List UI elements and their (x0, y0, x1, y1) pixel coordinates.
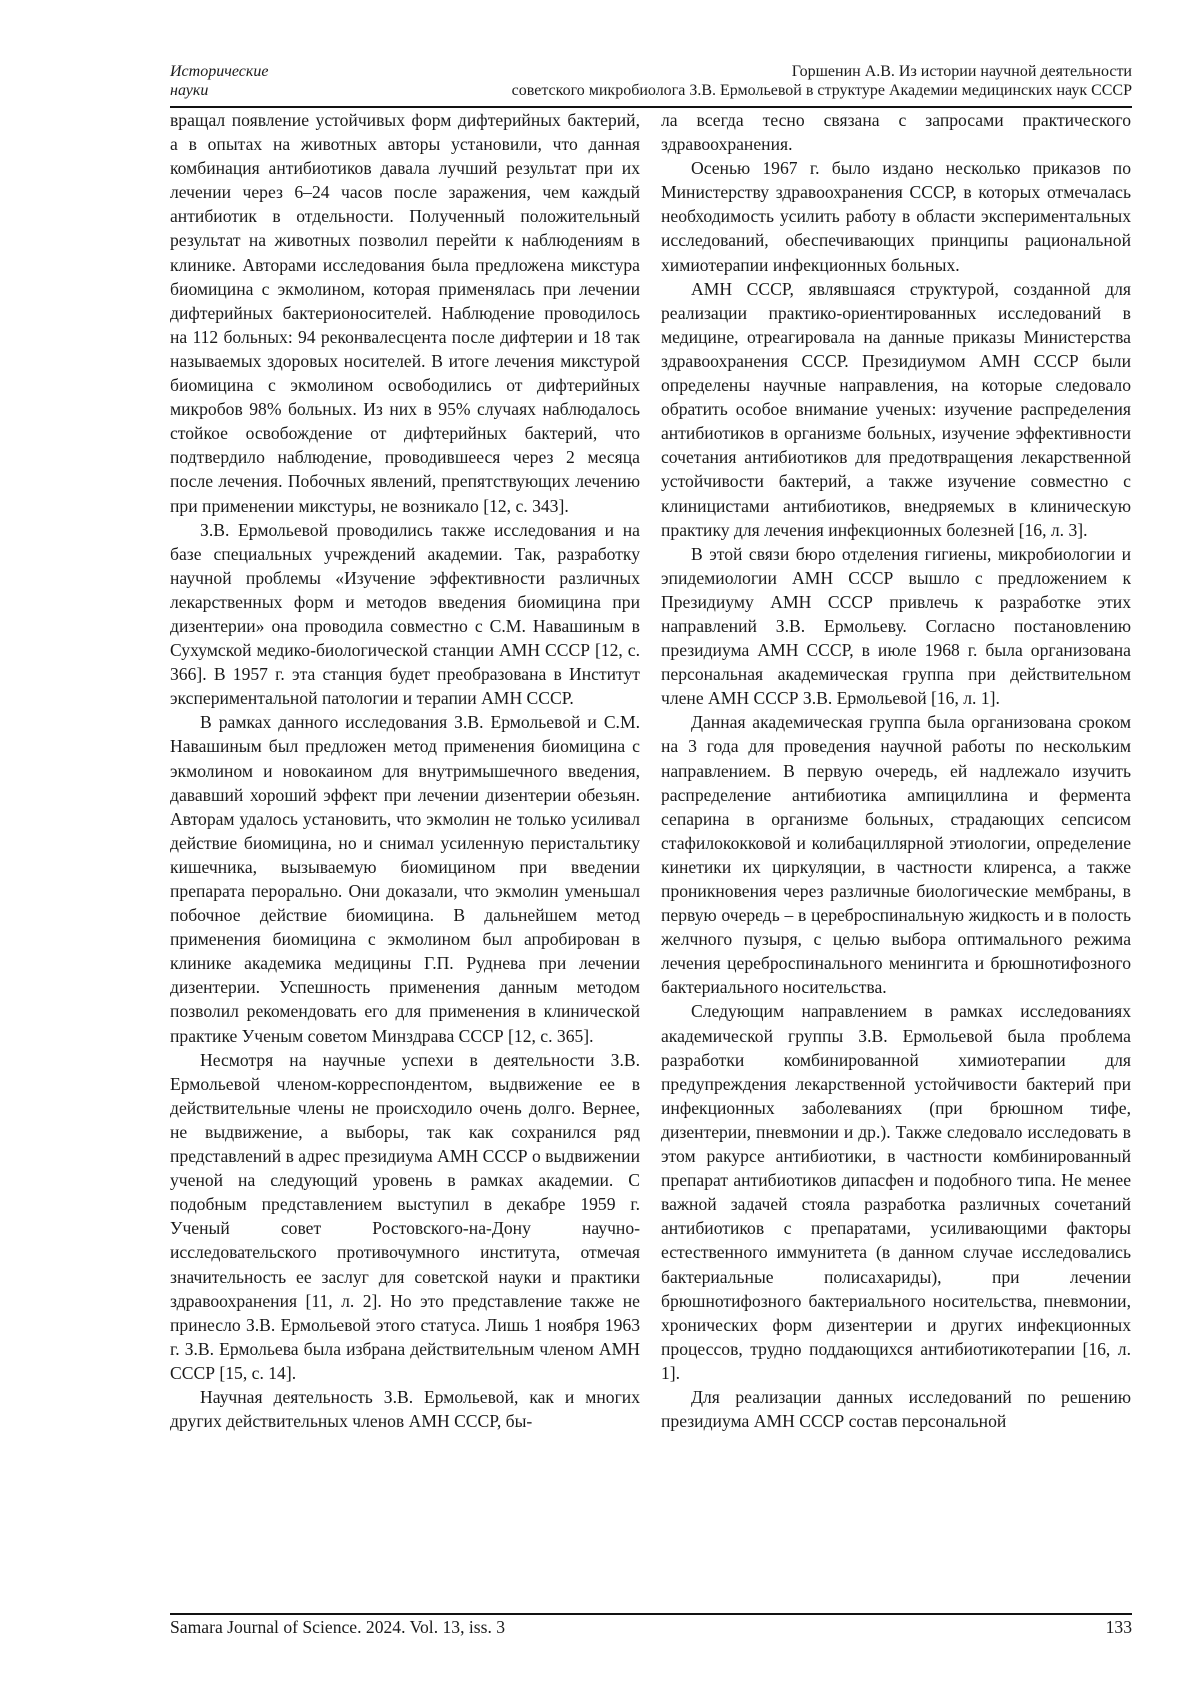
paragraph: вращал появление устойчивых форм дифтерийных бактерий, а в опытах на животных авторы установили, что данная комбинация антибиотиков давала лучший результат при их лечении через 6–24 часов после заражения, чем каждый антибиотик в отдельности. Полученный положительный результат на животных позволил перейти к наблюдениям в клинике. Авторами исследования была предложена микстура биомицина с экмолином, которая применялась при лечении дифтерийных бактерионосителей. Наблюдение проводилось на 112 больных: 94 реконвалесцента после дифтерии и 18 так называемых здоровых носителей. В итоге лечения микстурой биомицина с экмолином освободились от дифтерийных микробов 98% больных. Из них в 95% случаях наблюдалось стойкое освобождение от дифтерийных бактерий, что подтвердило наблюдение, проводившееся через 2 месяца после лечения. Побочных явлений, препятствующих лечению при применении микстуры, не возникало [12, с. 343]. (170, 110, 640, 516)
paragraph: Научная деятельность З.В. Ермольевой, как и многих других действительных членов АМН СССР, бы- (170, 1386, 640, 1432)
footer-journal: Samara Journal of Science. 2024. Vol. 13, iss. 3 (170, 1617, 506, 1637)
paragraph: Данная академическая группа была организована сроком на 3 года для проведения научной работы по нескольким направлением. В первую очередь, ей надлежало изучить распределение антибиотика ампициллина и фермента сепарина в организме больных, страдающих сепсисом стафилококковой и колибациллярной этиологии, определение кинетики их циркуляции, в частности клиренса, а также проникновения через различные биологические мембраны, в первую очередь – в цереброспинальную жидкость и в полость желчного пузыря, с целью выбора оптимального режима лечения цереброспинального менингита и брюшнотифозного бактериального носительства. (661, 712, 1131, 998)
header-section-line1: Исторические (170, 63, 269, 80)
paragraph: Осенью 1967 г. было издано несколько приказов по Министерству здравоохранения СССР, в которых отмечалась необходимость усилить работу в области экспериментальных исследований, обеспечивающих принципы рациональной химиотерапии инфекционных больных. (661, 158, 1131, 275)
paragraph: З.В. Ермольевой проводились также исследования и на базе специальных учреждений академии. Так, разработку научной проблемы «Изучение эффективности различных лекарственных форм и методов введения биомицина при дизентерии» она проводила совместно с С.М. Навашиным в Сухумской медико-биологической станции АМН СССР [12, с. 366]. В 1957 г. эта станция будет преобразована в Институт экспериментальной патологии и терапии АМН СССР. (170, 519, 640, 709)
paragraph: АМН СССР, являвшаяся структурой, созданной для реализации практико-ориентированных исследований в медицине, отреагировала на данные приказы Министерства здравоохранения СССР. Президиумом АМН СССР были определены научные направления, на которые следовало обратить особое внимание ученых: изучение распределения антибиотиков в организме больных, изучение эффективности сочетания антибиотиков для предотвращения лекарственной устойчивости бактерий, а также изучение совместно с клиницистами антибиотиков, внедряемых в клиническую практику для лечения инфекционных болезней [16, л. 3]. (661, 278, 1131, 540)
paragraph: Для реализации данных исследований по решению президиума АМН СССР состав персональной (661, 1386, 1131, 1432)
paragraph: Несмотря на научные успехи в деятельности З.В. Ермольевой членом-корреспондентом, выдвижение ее в действительные члены не происходило очень долго. Вернее, не выдвижение, а выборы, так как сохранился ряд представлений в адрес президиума АМН СССР о выдвижении ученой на следующий уровень в рамках академии. С подобным представлением выступил в декабре 1959 г. Ученый совет Ростовского-на-Дону научно-исследовательского противочумного института, отмечая значительность ее заслуг для советской науки и практики здравоохранения [11, л. 2]. Но это представление также не принесло З.В. Ермольевой этого статуса. Лишь 1 ноября 1963 г. З.В. Ермольева была избрана действительным членом АМН СССР [15, с. 14]. (170, 1049, 640, 1383)
header-article-title (512, 62, 1132, 100)
running-header (170, 62, 1132, 108)
header-section-line2: науки (170, 82, 209, 99)
header-title-line2: советского микробиолога З.В. Ермольевой в структуре Академии медицинских наук СССР (511, 82, 1132, 99)
footer-divider (170, 1613, 1132, 1615)
header-title-line1: Горшенин А.В. Из истории научной деятельности (791, 63, 1132, 80)
paragraph: Следующим направлением в рамках исследованиях академической группы З.В. Ермольевой была проблема разработки комбинированной химиотерапии для предупреждения лекарственной устойчивости бактерий при инфекционных заболеваниях (при брюшном тифе, дизентерии, пневмонии и др.). Также следовало исследовать в этом ракурсе антибиотики, в частности комбинированный препарат антибиотиков дипасфен и подобного типа. Не менее важной задачей стояла разработка различных сочетаний антибиотиков с препаратами, усиливающими факторы естественного иммунитета (в данном случае исследовались бактериальные полисахариды), при лечении брюшнотифозного бактериального носительства, пневмонии, хронических форм дизентерии и других инфекционных процессов, трудно поддающихся антибиотикотерапии [16, л. 1]. (661, 1001, 1131, 1383)
right-column (661, 108, 1131, 1433)
left-column (170, 108, 640, 1433)
paragraph: ла всегда тесно связана с запросами практического здравоохранения. (661, 110, 1131, 155)
header-section (170, 62, 268, 100)
page-number: 133 (1105, 1617, 1132, 1637)
paragraph: В этой связи бюро отделения гигиены, микробиологии и эпидемиологии АМН СССР вышло с предложением к Президиуму АМН СССР привлечь к разработке этих направлений З.В. Ермольеву. Согласно постановлению президиума АМН СССР, в июле 1968 г. была организована персональная академическая группа при действительном члене АМН СССР З.В. Ермольевой [16, л. 1]. (661, 543, 1131, 709)
paragraph: В рамках данного исследования З.В. Ермольевой и С.М. Навашиным был предложен метод применения биомицина с экмолином и новокаином для внутримышечного введения, дававший хороший эффект при лечении дизентерии обезьян. Авторам удалось установить, что экмолин не только усиливал действие биомицина, но и снимал усиленную перистальтику кишечника, вызываемую биомицином при введении препарата перорально. Они доказали, что экмолин уменьшал побочное действие биомицина. В дальнейшем метод применения биомицина с экмолином был апробирован в клинике академика медицины Г.П. Руднева при лечении дизентерии. Успешность применения данным методом позволил рекомендовать его для применения в клинической практике Ученым советом Минздрава СССР [12, с. 365]. (170, 712, 640, 1046)
